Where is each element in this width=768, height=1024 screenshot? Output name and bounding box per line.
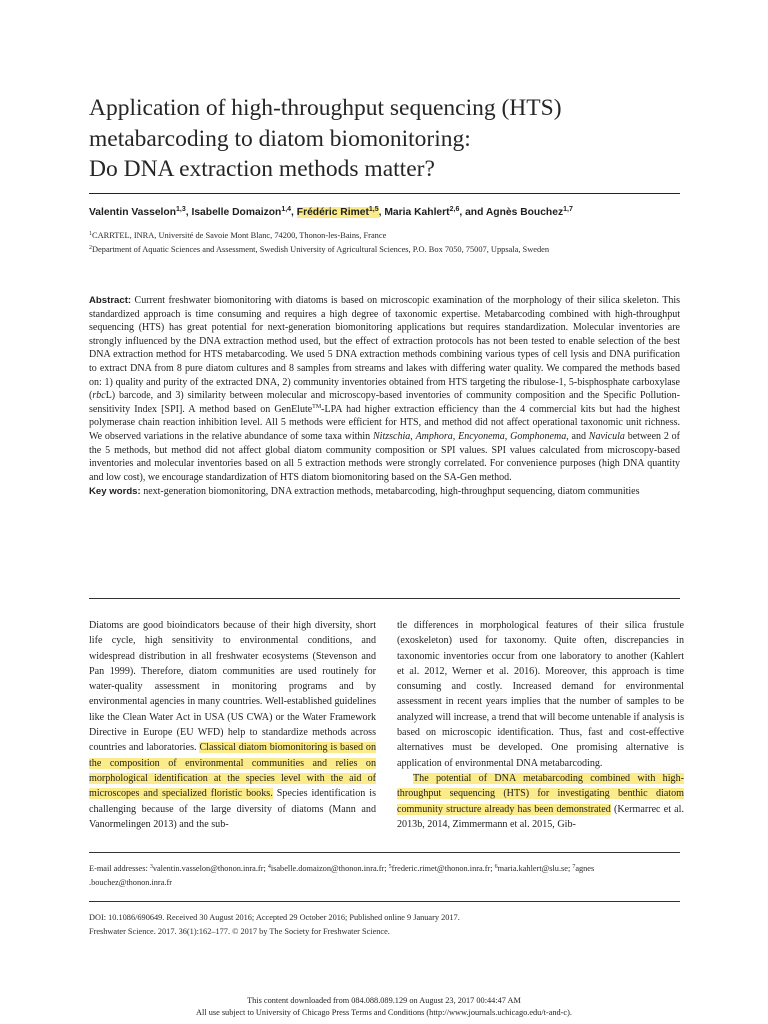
body-column-left (89, 618, 376, 832)
title-line-1: Application of high-throughput sequencing (HTS) (89, 95, 562, 121)
doi-line: DOI: 10.1086/690649. Received 30 August 2016; Accepted 29 October 2016; Published online 9 January 2017. (89, 913, 460, 922)
author-affiliation-sup: 2,6 (449, 206, 460, 213)
terms-notice: All use subject to University of Chicago Press Terms and Conditions (http://www.journals.uchicago.edu/t-and-c). (196, 1007, 572, 1017)
title-line-3: Do DNA extraction methods matter? (89, 156, 435, 182)
body-column-right (397, 618, 684, 832)
affiliation-number: 2 (89, 245, 92, 251)
footnote-divider (89, 852, 680, 853)
taxon-name: Encyonema (458, 430, 505, 442)
abstract-text: Current freshwater biomonitoring with diatoms is based on microscopic examination of the morphology of their silica skeleton. This standardized approach is time consuming and requires a high degree of taxonomic expertise. Metabarcoding combined with high-throughput sequencing (HTS) has great potential for next-generation biomonitoring applications but requires standardization. Molecular inventories are strongly influenced by the DNA extraction method used, but the effect of extraction protocols has not been tested to enable selection of the best DNA extraction method for HTS metabarcoding. We used 5 DNA extraction methods combining various types of cell lysis and DNA purification to extract DNA from 8 pure diatom cultures and 8 samples from streams and lakes with differing water quality. We compared the methods based on: 1) quality and purity of the extracted DNA, 2) community inventories obtained from HTS targeting the ribulose-1, 5-bisphosphate carboxylase ( (89, 295, 680, 402)
email-number: 7 (572, 864, 576, 870)
email-line (89, 862, 680, 876)
email-number: 6 (494, 864, 498, 870)
email-address[interactable]: valentin.vasselon@thonon.inra.fr; (152, 864, 268, 873)
title-line-2: metabarcoding to diatom biomonitoring: (89, 125, 471, 152)
email-number: 4 (267, 864, 271, 870)
author-name: Isabelle Domaizon (191, 207, 282, 218)
author-separator: , (185, 207, 192, 218)
keywords-text: next-generation biomonitoring, DNA extraction methods, metabarcoding, high-throughput sequencing, diatom communities (140, 486, 640, 498)
author-affiliation-sup: 1,3 (176, 206, 186, 213)
email-address[interactable]: maria.kahlert@slu.se; (497, 864, 573, 873)
abstract-text: L) barcode, and 3) similarity between molecular and microscopy-based inventories of community composition and the Specific Pollution-sensitivity Index [SPI]. A method based on GenElute (89, 390, 680, 415)
abstract-body: Abstract: Current freshwater biomonitoring with diatoms is based on microscopic examination of the morphology of their silica skeleton. This standardized approach is time consuming and requires a high degree of taxonomic expertise. Metabarcoding combined with high-throughput sequencing (HTS) has great potential for next-generation biomonitoring applications but requires standardization. Molecular inventories are strongly influenced by the DNA extraction method used, but the effect of extraction protocols has not been tested to enable selection of the best DNA extraction method for HTS metabarcoding. We used 5 DNA extraction methods combining various types of cell lysis and DNA purification to extract DNA from 8 pure diatom cultures and 8 samples from streams and lakes with differing water quality. We compared the methods based on: 1) quality and purity of the extracted DNA, 2) community inventories obtained from HTS targeting the ribulose-1, 5-bisphosphate carboxylase (rbcL) barcode, and 3) similarity between molecular and microscopy-based inventories of community composition and the Specific Pollution-sensitivity Index [SPI]. A method based on GenElute™-LPA had higher extraction efficiency than the 4 commercial kits but had the highest polymerase chain reaction inhibition level. All 5 methods were efficient for HTS, and method did not affect operational taxonomic unit richness. We observed variations in the relative abundance of some taxa within Nitzschia, Amphora, Encyonema, Gomphonema, and Navicula between 2 of the 5 methods, but method did not affect global diatom community composition or SPI values. SPI values calculated from microscopy-based inventories and molecular inventories based on all 5 extraction methods were strongly correlated. For convenience purposes (high DNA quantity and low cost), we encourage standardization of HTS diatom biomonitoring based on the SA-Gen method. (89, 295, 681, 483)
author-affiliation-sup: 1,7 (563, 206, 573, 213)
affiliations (89, 229, 549, 257)
author-separator: , (378, 207, 385, 218)
body-text: (Kermarrec et al. 2013b, 2014, Zimmermann et al. 2015, Gib- (397, 803, 684, 830)
email-address[interactable]: agnes (575, 864, 595, 873)
affiliation-text: CARRTEL, INRA, Université de Savoie Mont Blanc, 74200, Thonon-les-Bains, France (92, 231, 387, 240)
author-affiliation-sup: 1,5 (368, 206, 379, 213)
body-text: Species identification is challenging because of the large diversity of diatoms (Mann and Vanormelingen 2013) and the sub- (89, 788, 376, 830)
taxon-name: Amphora (415, 430, 453, 442)
abstract-gene-italic: rbc (92, 390, 106, 402)
email-address[interactable]: isabelle.domaizon@thonon.inra.fr; (270, 864, 389, 873)
body-paragraph (89, 618, 376, 832)
body-paragraph (397, 771, 684, 832)
title-divider (89, 193, 680, 194)
email-address[interactable]: frederic.rimet@thonon.inra.fr; (391, 864, 495, 873)
doi-divider (89, 901, 680, 902)
keywords-label: Key words: (89, 486, 141, 498)
taxon-name: Navicula (588, 430, 625, 442)
affiliation-number: 1 (89, 231, 92, 237)
keywords (89, 485, 680, 499)
highlighted-passage: The potential of DNA metabarcoding combined with high-throughput sequencing (HTS) for investigating benthic diatom community structure already has been demonstrated (397, 772, 684, 815)
author-name: Maria Kahlert (384, 207, 450, 218)
abstract (89, 294, 680, 499)
taxon-name: Gomphonema (510, 430, 567, 442)
doi-info (89, 911, 460, 938)
body-text: Diatoms are good bioindicators because of their high diversity, short life cycle, high sensitivity to environmental conditions, and widespread distribution in all freshwater ecosystems (Stevenson and Pan 1999). Therefore, diatom communities are used routinely for water-quality assessment in monitoring programs and by environmental agencies in many countries. Well-established guidelines like the Clean Water Act in USA (US CWA) or the Water Framework Directive in Europe (EU WFD) help to standardize methods across countries and laboratories. (89, 620, 376, 754)
download-footer (0, 995, 768, 1018)
author-affiliation-sup: 1,4 (281, 206, 292, 213)
affiliation-text: Department of Aquatic Sciences and Assessment, Swedish University of Agricultural Sciences, P.O. Box 7050, 75007, Uppsala, Sweden (92, 245, 550, 254)
author-name: Valentin Vasselon (89, 207, 176, 218)
abstract-label: Abstract: (89, 295, 132, 306)
highlighted-passage: Classical diatom biomonitoring is based on the composition of environmental communities and relies on morphological identification at the species level with the aid of microscopes and specialized floristic books. (89, 742, 376, 800)
citation-line: Freshwater Science. 2017. 36(1):162–177. © 2017 by The Society for Freshwater Science. (89, 926, 390, 936)
email-number: 3 (149, 864, 153, 870)
highlighted-author (297, 207, 379, 218)
email-line[interactable]: .bouchez@thonon.inra.fr (89, 877, 172, 887)
author-name: Agnès Bouchez (485, 207, 564, 218)
author-list (89, 207, 689, 218)
affiliation-line (89, 243, 549, 257)
affiliation-line (89, 229, 549, 243)
taxon-name: Nitzschia (373, 430, 411, 442)
email-number: 5 (388, 864, 392, 870)
author-separator: , and (459, 207, 486, 218)
trademark-sup: TM (312, 403, 322, 410)
body-paragraph: tle differences in morphological features of their silica frustule (exoskeleton) used for taxonomy. Quite often, discrepancies in taxonomic inventories occur from one laboratory to another (Kahlert et al. 2012, Werner et al. 2016). Moreover, this approach is time consuming and costly. Increased demand for environmental assessment in recent years implies that the number of samples to be analyzed will increase, a trend that will become untenable if analysis is based on microscopic identification. Thus, fast and cost-effective alternatives must be developed. One promising alternative is application of environmental DNA metabarcoding. (397, 620, 685, 769)
email-footnote (89, 862, 680, 889)
abstract-text: -LPA had higher extraction efficiency than the 4 commercial kits but had the highest polymerase chain reaction inhibition level. All 5 methods were efficient for HTS, and method did not affect operational taxonomic unit richness. We observed variations in the relative abundance of some taxa within (89, 403, 680, 442)
abstract-text: between 2 of the 5 methods, but method did not affect global diatom community composition or SPI values. SPI values calculated from microscopy-based inventories and molecular inventories based on all 5 extraction methods were strongly correlated. For convenience purposes (high DNA quantity and low cost), we encourage standardization of HTS diatom biomonitoring based on the SA-Gen method. (89, 430, 681, 483)
download-notice: This content downloaded from 084.088.089.129 on August 23, 2017 00:44:47 AM (247, 996, 521, 1005)
article-title (89, 93, 689, 185)
author-separator: , (291, 207, 297, 218)
email-label: E-mail addresses: (89, 864, 150, 873)
abstract-divider (89, 598, 680, 599)
author-name: Frédéric Rimet (296, 207, 369, 218)
